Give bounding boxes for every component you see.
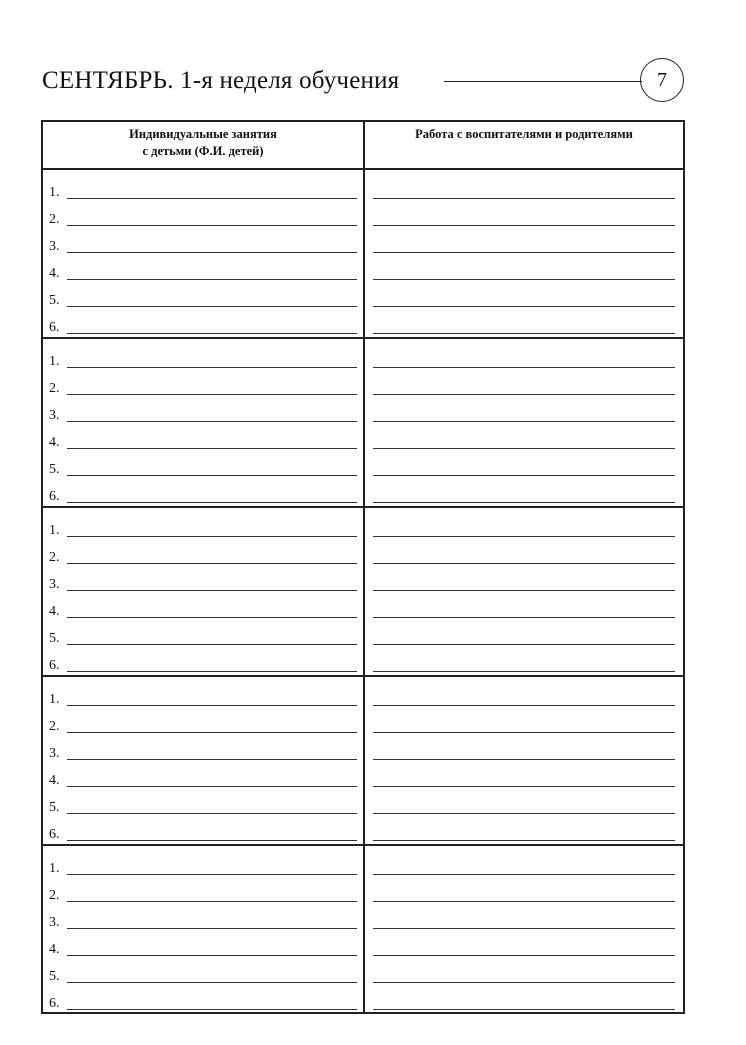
row-number: 3. [49,577,60,592]
work-entry-line[interactable] [373,671,675,672]
work-entry-line[interactable] [373,306,675,307]
row-number: 4. [49,266,60,281]
child-name-entry-line[interactable] [67,982,357,983]
work-entry-line[interactable] [373,813,675,814]
work-entry-line[interactable] [373,590,675,591]
work-entry-line[interactable] [373,644,675,645]
work-entry-line[interactable] [373,786,675,787]
child-name-entry-line[interactable] [67,759,357,760]
row-number: 2. [49,888,60,903]
child-name-entry-line[interactable] [67,448,357,449]
page-header [0,0,746,110]
column-header-individual [43,126,363,160]
child-name-entry-line[interactable] [67,252,357,253]
child-name-entry-line[interactable] [67,279,357,280]
row-number: 2. [49,719,60,734]
row-number: 1. [49,523,60,538]
work-entry-line[interactable] [373,421,675,422]
child-name-entry-line[interactable] [67,617,357,618]
child-name-entry-line[interactable] [67,306,357,307]
row-number: 3. [49,915,60,930]
work-entry-line[interactable] [373,1009,675,1010]
row-number: 5. [49,800,60,815]
work-entry-line[interactable] [373,198,675,199]
row-number: 6. [49,996,60,1011]
child-name-entry-line[interactable] [67,671,357,672]
work-entry-line[interactable] [373,225,675,226]
child-name-entry-line[interactable] [67,928,357,929]
row-number: 6. [49,658,60,673]
row-number: 5. [49,462,60,477]
child-name-entry-line[interactable] [67,502,357,503]
work-entry-line[interactable] [373,955,675,956]
work-entry-line[interactable] [373,394,675,395]
row-number: 2. [49,550,60,565]
row-number: 5. [49,969,60,984]
work-entry-line[interactable] [373,617,675,618]
row-number: 5. [49,631,60,646]
child-name-entry-line[interactable] [67,367,357,368]
row-number: 2. [49,212,60,227]
row-number: 4. [49,604,60,619]
work-entry-line[interactable] [373,759,675,760]
column-header-individual-line1: Индивидуальные занятия [129,127,277,141]
child-name-entry-line[interactable] [67,590,357,591]
child-name-entry-line[interactable] [67,536,357,537]
child-name-entry-line[interactable] [67,644,357,645]
work-entry-line[interactable] [373,367,675,368]
row-number: 6. [49,827,60,842]
row-number: 4. [49,942,60,957]
column-header-work [365,126,683,143]
work-entry-line[interactable] [373,563,675,564]
child-name-entry-line[interactable] [67,475,357,476]
row-number: 3. [49,239,60,254]
work-entry-line[interactable] [373,982,675,983]
page-number-circle [640,58,684,102]
work-entry-line[interactable] [373,536,675,537]
child-name-entry-line[interactable] [67,198,357,199]
child-name-entry-line[interactable] [67,955,357,956]
row-number: 2. [49,381,60,396]
row-number: 3. [49,746,60,761]
child-name-entry-line[interactable] [67,901,357,902]
child-name-entry-line[interactable] [67,786,357,787]
page-title: СЕНТЯБРЬ. 1-я неделя обучения [42,67,400,94]
child-name-entry-line[interactable] [67,421,357,422]
work-entry-line[interactable] [373,705,675,706]
work-entry-line[interactable] [373,448,675,449]
child-name-entry-line[interactable] [67,705,357,706]
work-entry-line[interactable] [373,333,675,334]
child-name-entry-line[interactable] [67,225,357,226]
child-name-entry-line[interactable] [67,563,357,564]
row-number: 5. [49,293,60,308]
work-entry-line[interactable] [373,475,675,476]
work-entry-line[interactable] [373,928,675,929]
child-name-entry-line[interactable] [67,874,357,875]
child-name-entry-line[interactable] [67,840,357,841]
work-entry-line[interactable] [373,502,675,503]
column-divider [363,122,365,1012]
work-entry-line[interactable] [373,252,675,253]
row-number: 1. [49,354,60,369]
column-header-work-line1: Работа с воспитателями и родителями [415,127,633,141]
work-entry-line[interactable] [373,732,675,733]
row-number: 1. [49,692,60,707]
row-number: 4. [49,435,60,450]
row-number: 1. [49,861,60,876]
row-number: 6. [49,320,60,335]
child-name-entry-line[interactable] [67,1009,357,1010]
title-rule [444,81,642,82]
page-number: 7 [657,68,667,91]
work-entry-line[interactable] [373,874,675,875]
work-entry-line[interactable] [373,279,675,280]
child-name-entry-line[interactable] [67,333,357,334]
child-name-entry-line[interactable] [67,813,357,814]
child-name-entry-line[interactable] [67,732,357,733]
work-entry-line[interactable] [373,901,675,902]
column-header-individual-line2: с детьми (Ф.И. детей) [142,144,264,158]
planning-table [41,120,685,1014]
row-number: 3. [49,408,60,423]
row-number: 4. [49,773,60,788]
child-name-entry-line[interactable] [67,394,357,395]
row-number: 1. [49,185,60,200]
work-entry-line[interactable] [373,840,675,841]
row-number: 6. [49,489,60,504]
